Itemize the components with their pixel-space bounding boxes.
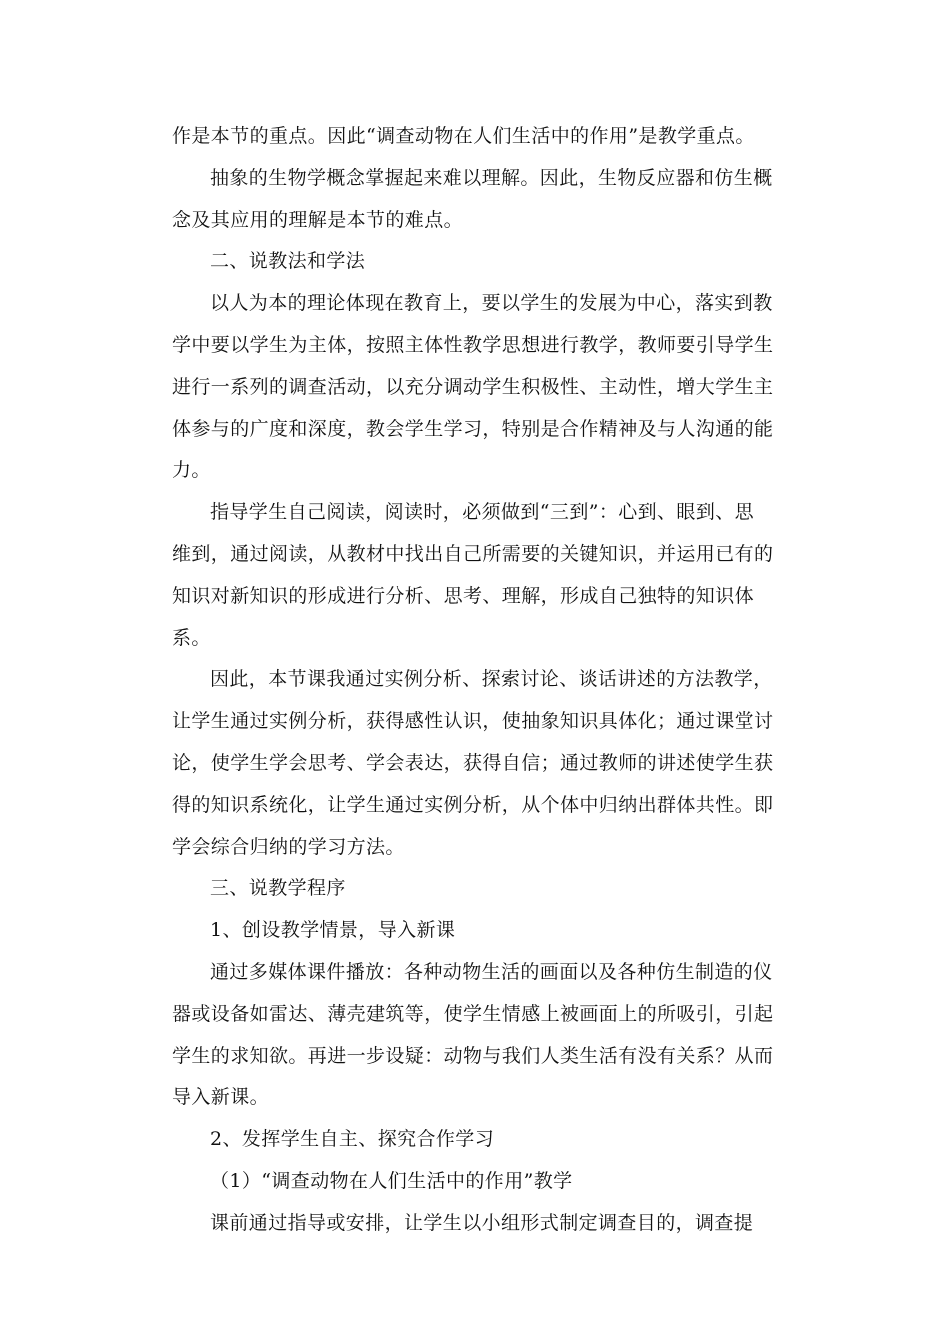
body-text bbox=[172, 116, 772, 1245]
text-line: 体参与的广度和深度，教会学生学习，特别是合作精神及与人沟通的能 bbox=[172, 417, 774, 440]
text-line: 导入新课。 bbox=[172, 1086, 270, 1109]
text-line: 念及其应用的理解是本节的难点。 bbox=[172, 208, 464, 231]
text-line: 学会综合归纳的学习方法。 bbox=[172, 835, 405, 858]
text-line: 2、发挥学生自主、探究合作学习 bbox=[210, 1128, 495, 1151]
text-line: 指导学生自己阅读，阅读时，必须做到“三到”：心到、眼到、思 bbox=[210, 501, 755, 524]
text-line: 通过多媒体课件播放：各种动物生活的画面以及各种仿生制造的仪 bbox=[210, 960, 773, 983]
text-line: 抽象的生物学概念掌握起来难以理解。因此，生物反应器和仿生概 bbox=[210, 166, 773, 189]
text-line: 维到，通过阅读，从教材中找出自己所需要的关键知识，并运用已有的 bbox=[172, 542, 774, 565]
text-line: 力。 bbox=[172, 459, 211, 482]
text-line: 进行一系列的调查活动，以充分调动学生积极性、主动性，增大学生主 bbox=[172, 375, 774, 398]
text-line: 得的知识系统化，让学生通过实例分析，从个体中归纳出群体共性。即 bbox=[172, 793, 774, 816]
text-line: 学中要以学生为主体，按照主体性教学思想进行教学，教师要引导学生 bbox=[172, 333, 774, 356]
text-line: 学生的求知欲。再进一步设疑：动物与我们人类生活有没有关系？从而 bbox=[172, 1044, 774, 1067]
text-line: 系。 bbox=[172, 626, 211, 649]
text-line: 1、创设教学情景，导入新课 bbox=[210, 919, 456, 942]
text-line: 因此，本节课我通过实例分析、探索讨论、谈话讲述的方法教学， bbox=[210, 668, 773, 691]
text-line: 作是本节的重点。因此“调查动物在人们生活中的作用”是教学重点。 bbox=[172, 125, 755, 147]
text-line: 二、说教法和学法 bbox=[210, 250, 366, 273]
text-line: 器或设备如雷达、薄壳建筑等，使学生情感上被画面上的所吸引，引起 bbox=[172, 1002, 774, 1025]
text-line: 论，使学生学会思考、学会表达，获得自信；通过教师的讲述使学生获 bbox=[172, 751, 774, 774]
text-line: 以人为本的理论体现在教育上，要以学生的发展为中心，落实到教 bbox=[210, 292, 773, 315]
text-line: 知识对新知识的形成进行分析、思考、理解，形成自己独特的知识体 bbox=[172, 584, 755, 607]
text-line: 让学生通过实例分析，获得感性认识，使抽象知识具体化；通过课堂讨 bbox=[172, 710, 774, 733]
text-line: （1）“调查动物在人们生活中的作用”教学 bbox=[210, 1169, 573, 1192]
text-line: 三、说教学程序 bbox=[210, 877, 346, 900]
text-line: 课前通过指导或安排，让学生以小组形式制定调查目的，调查提 bbox=[210, 1211, 754, 1234]
